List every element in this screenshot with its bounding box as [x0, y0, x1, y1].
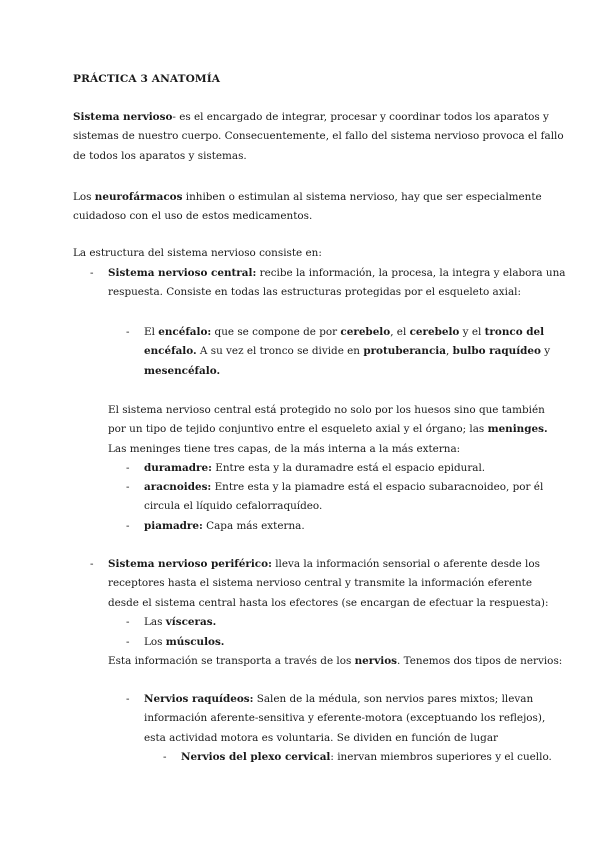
term-nervios: nervios [354, 655, 398, 667]
list-item-snc: Sistema nervioso central: recibe la información, la procesa, la integra y elabora una respuesta. Consiste en todas las estructuras protegidas por el esqueleto axial: [108, 267, 566, 299]
list-item-duramadre: duramadre: Entre esta y la duramadre está el espacio epidural. [144, 462, 486, 474]
structure-intro: La estructura del sistema nervioso consiste en: [73, 247, 322, 259]
neuro-line-2: cuidadoso con el uso de estos medicamentos. [73, 210, 313, 223]
neuro-line-1: Los neurofármacos inhiben o estimulan al sistema nervioso, hay que ser especialmente [73, 191, 542, 203]
bullet-dash: - [90, 558, 94, 570]
term-neurofarmacos: neurofármacos [94, 191, 183, 203]
list-item-piamadre: piamadre: Capa más externa. [144, 520, 305, 532]
bullet-dash: - [163, 751, 167, 763]
intro-line-1: Sistema nervioso- es el encargado de integrar, procesar y coordinar todos los aparatos y [73, 111, 549, 123]
bullet-dash: - [126, 693, 130, 705]
term-snp: Sistema nervioso periférico: [108, 558, 272, 570]
bullet-dash: - [126, 616, 130, 628]
list-item-musculos: Los músculos. [144, 636, 225, 648]
term-meninges: meninges. [487, 423, 548, 436]
bullet-dash: - [126, 481, 130, 493]
transport-paragraph: Esta información se transporta a través de los nervios. Tenemos dos tipos de nervios: [108, 655, 563, 667]
bullet-dash: - [90, 267, 94, 279]
list-item-nervios-raquideos: Nervios raquídeos: Salen de la médula, son nervios pares mixtos; llevan información aferente-sensitiva y eferente-motora (exceptuando los reflejos), esta actividad motora es voluntaria. Se dividen en función de lugar [144, 693, 546, 744]
bullet-dash: - [126, 520, 130, 532]
intro-paragraph [73, 108, 564, 166]
list-item-aracnoides: aracnoides: Entre esta y la piamadre está el espacio subaracnoideo, por él circula el líquido cefalorraquídeo. [144, 481, 544, 513]
protection-paragraph: El sistema nervioso central está protegido no solo por los huesos sino que también por un tipo de tejido conjuntivo entre el esqueleto axial y el órgano; las meninges. Las meninges tiene tres capas, de la más interna a la más externa: [108, 404, 548, 455]
term-snc: Sistema nervioso central: [108, 267, 257, 279]
bullet-dash: - [126, 636, 130, 648]
list-item-encefalo: El encéfalo: que se compone de por cerebelo, el cerebelo y el tronco del encéfalo. A su vez el tronco se divide en protuberancia, bulbo raquídeo y mesencéfalo. [144, 326, 551, 377]
bullet-dash: - [126, 462, 130, 474]
bullet-dash: - [126, 326, 130, 338]
intro-line-2: sistemas de nuestro cuerpo. Consecuentemente, el fallo del sistema nervioso provoca el fallo [73, 130, 564, 143]
neuro-paragraph [73, 188, 542, 227]
term-sistema-nervioso: Sistema nervioso [73, 111, 173, 123]
list-item-plexo-cervical: Nervios del plexo cervical: inervan miembros superiores y el cuello. [181, 751, 552, 763]
list-item-snp: Sistema nervioso periférico: lleva la información sensorial o aferente desde los receptores hasta el sistema nervioso central y transmite la información eferente desde el sistema central hasta los efectores (se encargan de efectuar la respuesta): [108, 558, 549, 609]
intro-line-3: de todos los aparatos y sistemas. [73, 149, 247, 162]
list-item-visceras: Las vísceras. [144, 616, 217, 628]
page-title: PRÁCTICA 3 ANATOMÍA [73, 73, 221, 85]
